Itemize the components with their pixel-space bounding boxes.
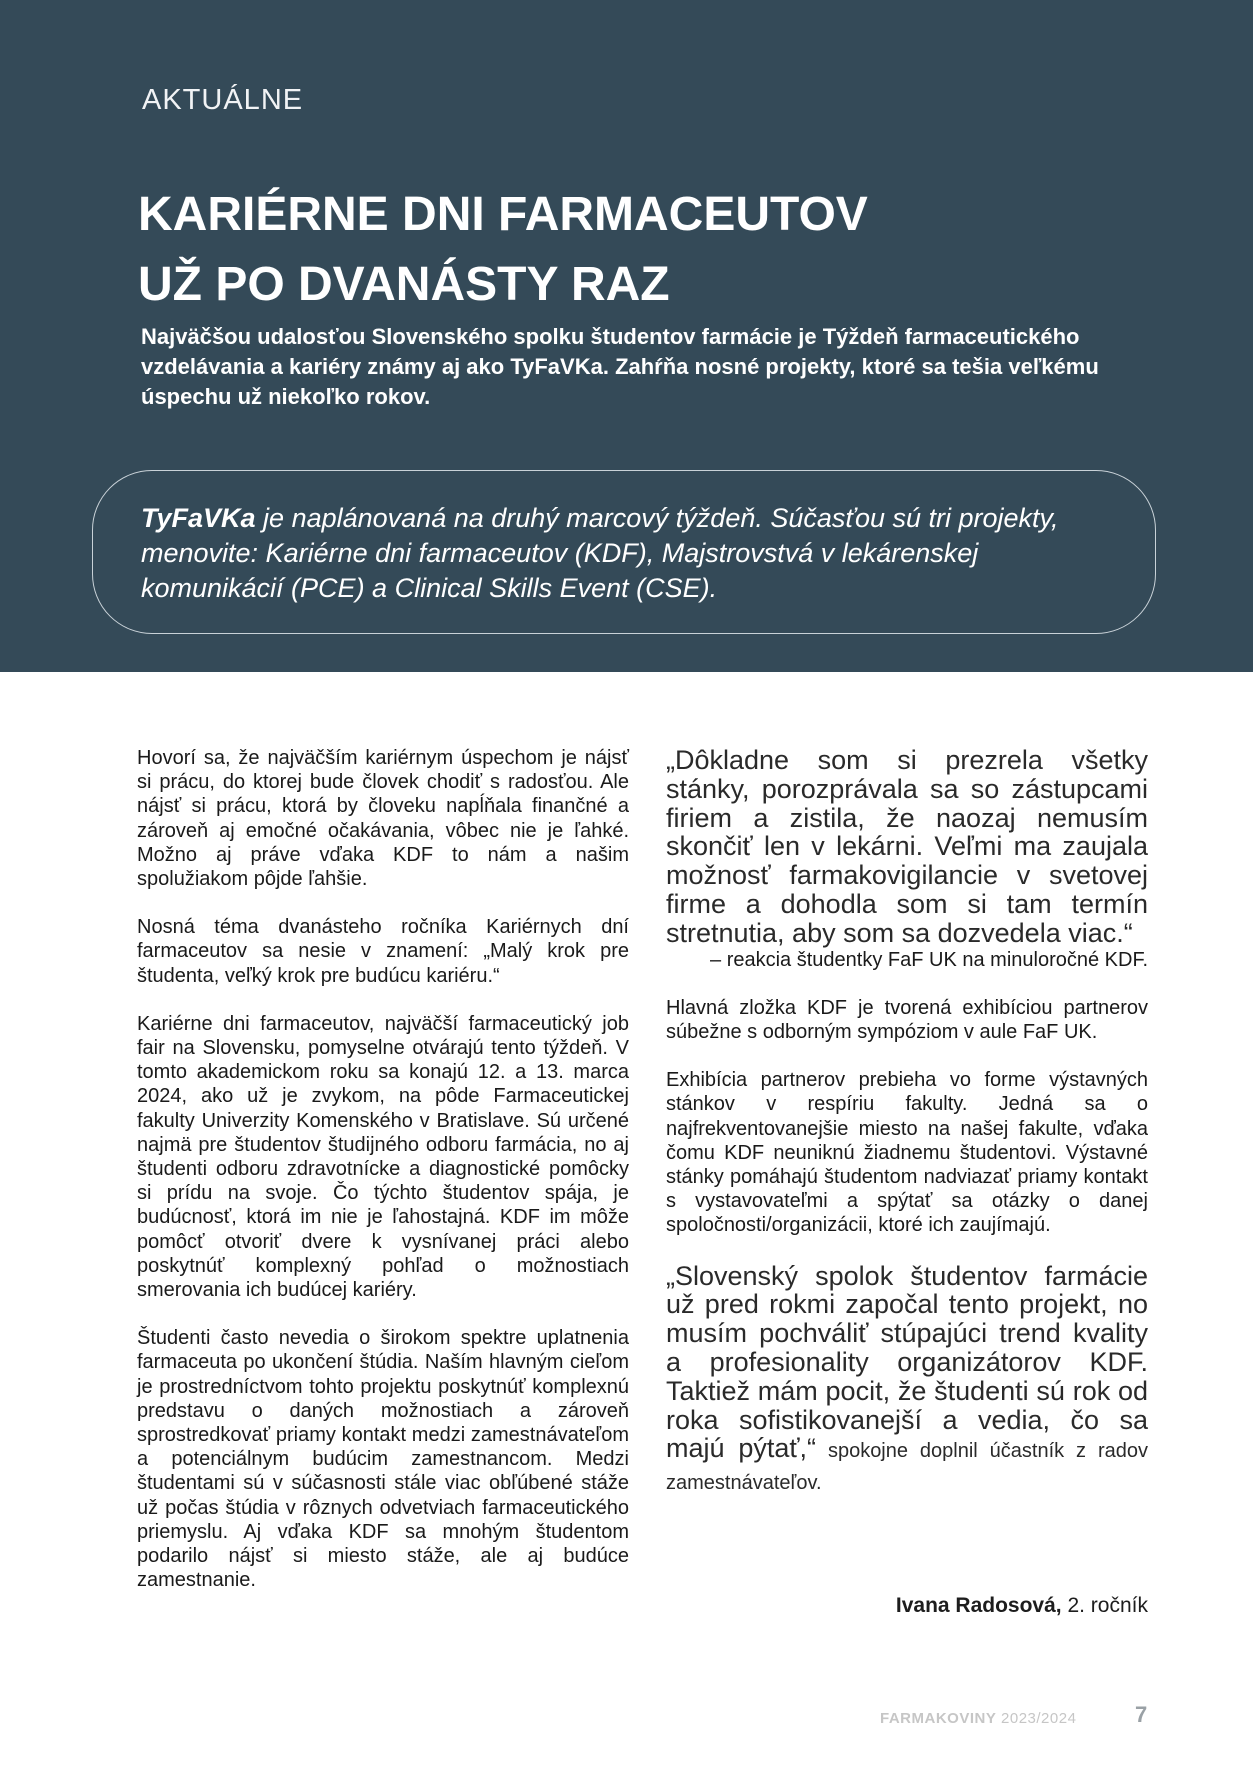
left-paragraph-3: Kariérne dni farmaceutov, najväčší farmaceutický job fair na Slovensku, pomyselne otvárajú tento týždeň. V tomto akademickom roku sa konajú 12. a 13. marca 2024, ako už je zvykom, na pôde Farmaceutickej fakulty Univerzity Komenského v Bratislave. Sú určené najmä pre študentov študijného odboru farmácia, no aj študenti odboru zdravotnícke a diagnostické pomôcky si prídu na svoje. Čo týchto študentov spája, je budúcnosť, ktorá im nie je ľahostajná. KDF im môže pomôcť otvoriť dvere k vysnívanej práci alebo poskytnúť komplexný pohľad o možnostiach smerovania ich budúcej kariéry. [137, 1012, 629, 1302]
callout-bold: TyFaVKa [141, 503, 256, 533]
footer-magazine [880, 1710, 1076, 1727]
title-line-2: UŽ PO DVANÁSTY RAZ [138, 258, 670, 311]
magazine-name: FARMAKOVINY [880, 1710, 997, 1727]
article-title [138, 180, 868, 320]
callout-box [92, 470, 1156, 634]
page-number: 7 [1135, 1702, 1148, 1727]
quote-1-source: – reakcia študentky FaF UK na minuloročné KDF. [710, 948, 1148, 971]
section-label: AKTUÁLNE [142, 84, 304, 116]
right-paragraph-1: Hlavná zložka KDF je tvorená exhibíciou partnerov súbežne s odborným sympóziom v aule FaF UK. [666, 996, 1148, 1043]
quote-2-text: „Slovenský spolok študentov farmácie už pred rokmi započal tento projekt, no musím pochváliť stúpajúci trend kvality a profesionality organizátorov KDF. Taktiež mám pocit, že študenti sú rok od roka sofistikovanejší a vedia, čo sa majú pýtať,“ [666, 1260, 1148, 1464]
left-column [137, 746, 629, 1617]
left-paragraph-1: Hovorí sa, že najväčším kariérnym úspechom je nájsť si prácu, do ktorej bude človek chodiť s radosťou. Ale nájsť si prácu, ktorá by človeku napĺňala finančné a zároveň aj emočné očakávania, vôbec nie je ľahké. Možno aj práve vďaka KDF to nám a našim spolužiakom pôjde ľahšie. [137, 747, 629, 891]
quote-1: „Dôkladne som si prezrela všetky stánky, porozprávala sa so zástupcami firiem a zistila, že naozaj nemusím skončiť len v lekárni. Veľmi ma zaujala možnosť farmakovigilancie v svetovej firme a dohodla som si tam termín stretnutia, aby som sa dozvedela viac.“ [666, 745, 1148, 948]
author-credit [666, 1594, 1148, 1618]
callout-text: je naplánovaná na druhý marcový týždeň. Súčasťou sú tri projekty, menovite: Kariérne dni farmaceutov (KDF), Majstrovstvá v lekárenskej komunikácií (PCE) a Clinical Skills Event (CSE). [141, 503, 1059, 603]
right-paragraph-2: Exhibícia partnerov prebieha vo forme výstavných stánkov v respíriu fakulty. Jedná sa o najfrekventovanejšie miesto na našej fakulte, vďaka čomu KDF neuniknú žiadnemu študentovi. Výstavné stánky pomáhajú študentom nadviazať priamy kontakt s vystavovateľmi a spýtať sa otázky o danej spoločnosti/organizácii, ktoré ich zaujímajú. [666, 1069, 1148, 1237]
left-paragraph-2: Nosná téma dvanásteho ročníka Kariérnych dní farmaceutov sa nesie v znamení: „Malý krok pre študenta, veľký krok pre budúcu kariéru.“ [137, 916, 629, 987]
magazine-issue: 2023/2024 [996, 1710, 1077, 1727]
right-column [666, 746, 1148, 1498]
title-line-1: KARIÉRNE DNI FARMACEUTOV [138, 188, 868, 241]
lead-paragraph: Najväčšou udalosťou Slovenského spolku študentov farmácie je Týždeň farmaceutického vzdelávania a kariéry známy aj ako TyFaVKa. Zahŕňa nosné projekty, ktoré sa tešia veľkému úspechu už niekoľko rokov. [141, 324, 1099, 409]
quote-2 [666, 1262, 1148, 1498]
author-year: 2. ročník [1061, 1594, 1148, 1617]
author-name: Ivana Radosová, [895, 1594, 1062, 1617]
quote-2-tail: spokojne doplnil účastník z radov zamestnávateľov. [666, 1440, 1148, 1495]
left-paragraph-4: Študenti často nevedia o širokom spektre uplatnenia farmaceuta po ukončení štúdia. Naším hlavným cieľom je prostredníctvom tohto projektu poskytnúť komplexnú predstavu o daných možnostiach a zároveň sprostredkovať priamy kontakt medzi zamestnávateľom a potenciálnym budúcim zamestnancom. Medzi študentami sú v súčasnosti stále viac obľúbené stáže už počas štúdia v rôznych odvetviach farmaceutického priemyslu. Aj vďaka KDF sa mnohým študentom podarilo nájsť si miesto stáže, ale aj budúce zamestnanie. [137, 1327, 629, 1592]
header-band [0, 0, 1253, 672]
